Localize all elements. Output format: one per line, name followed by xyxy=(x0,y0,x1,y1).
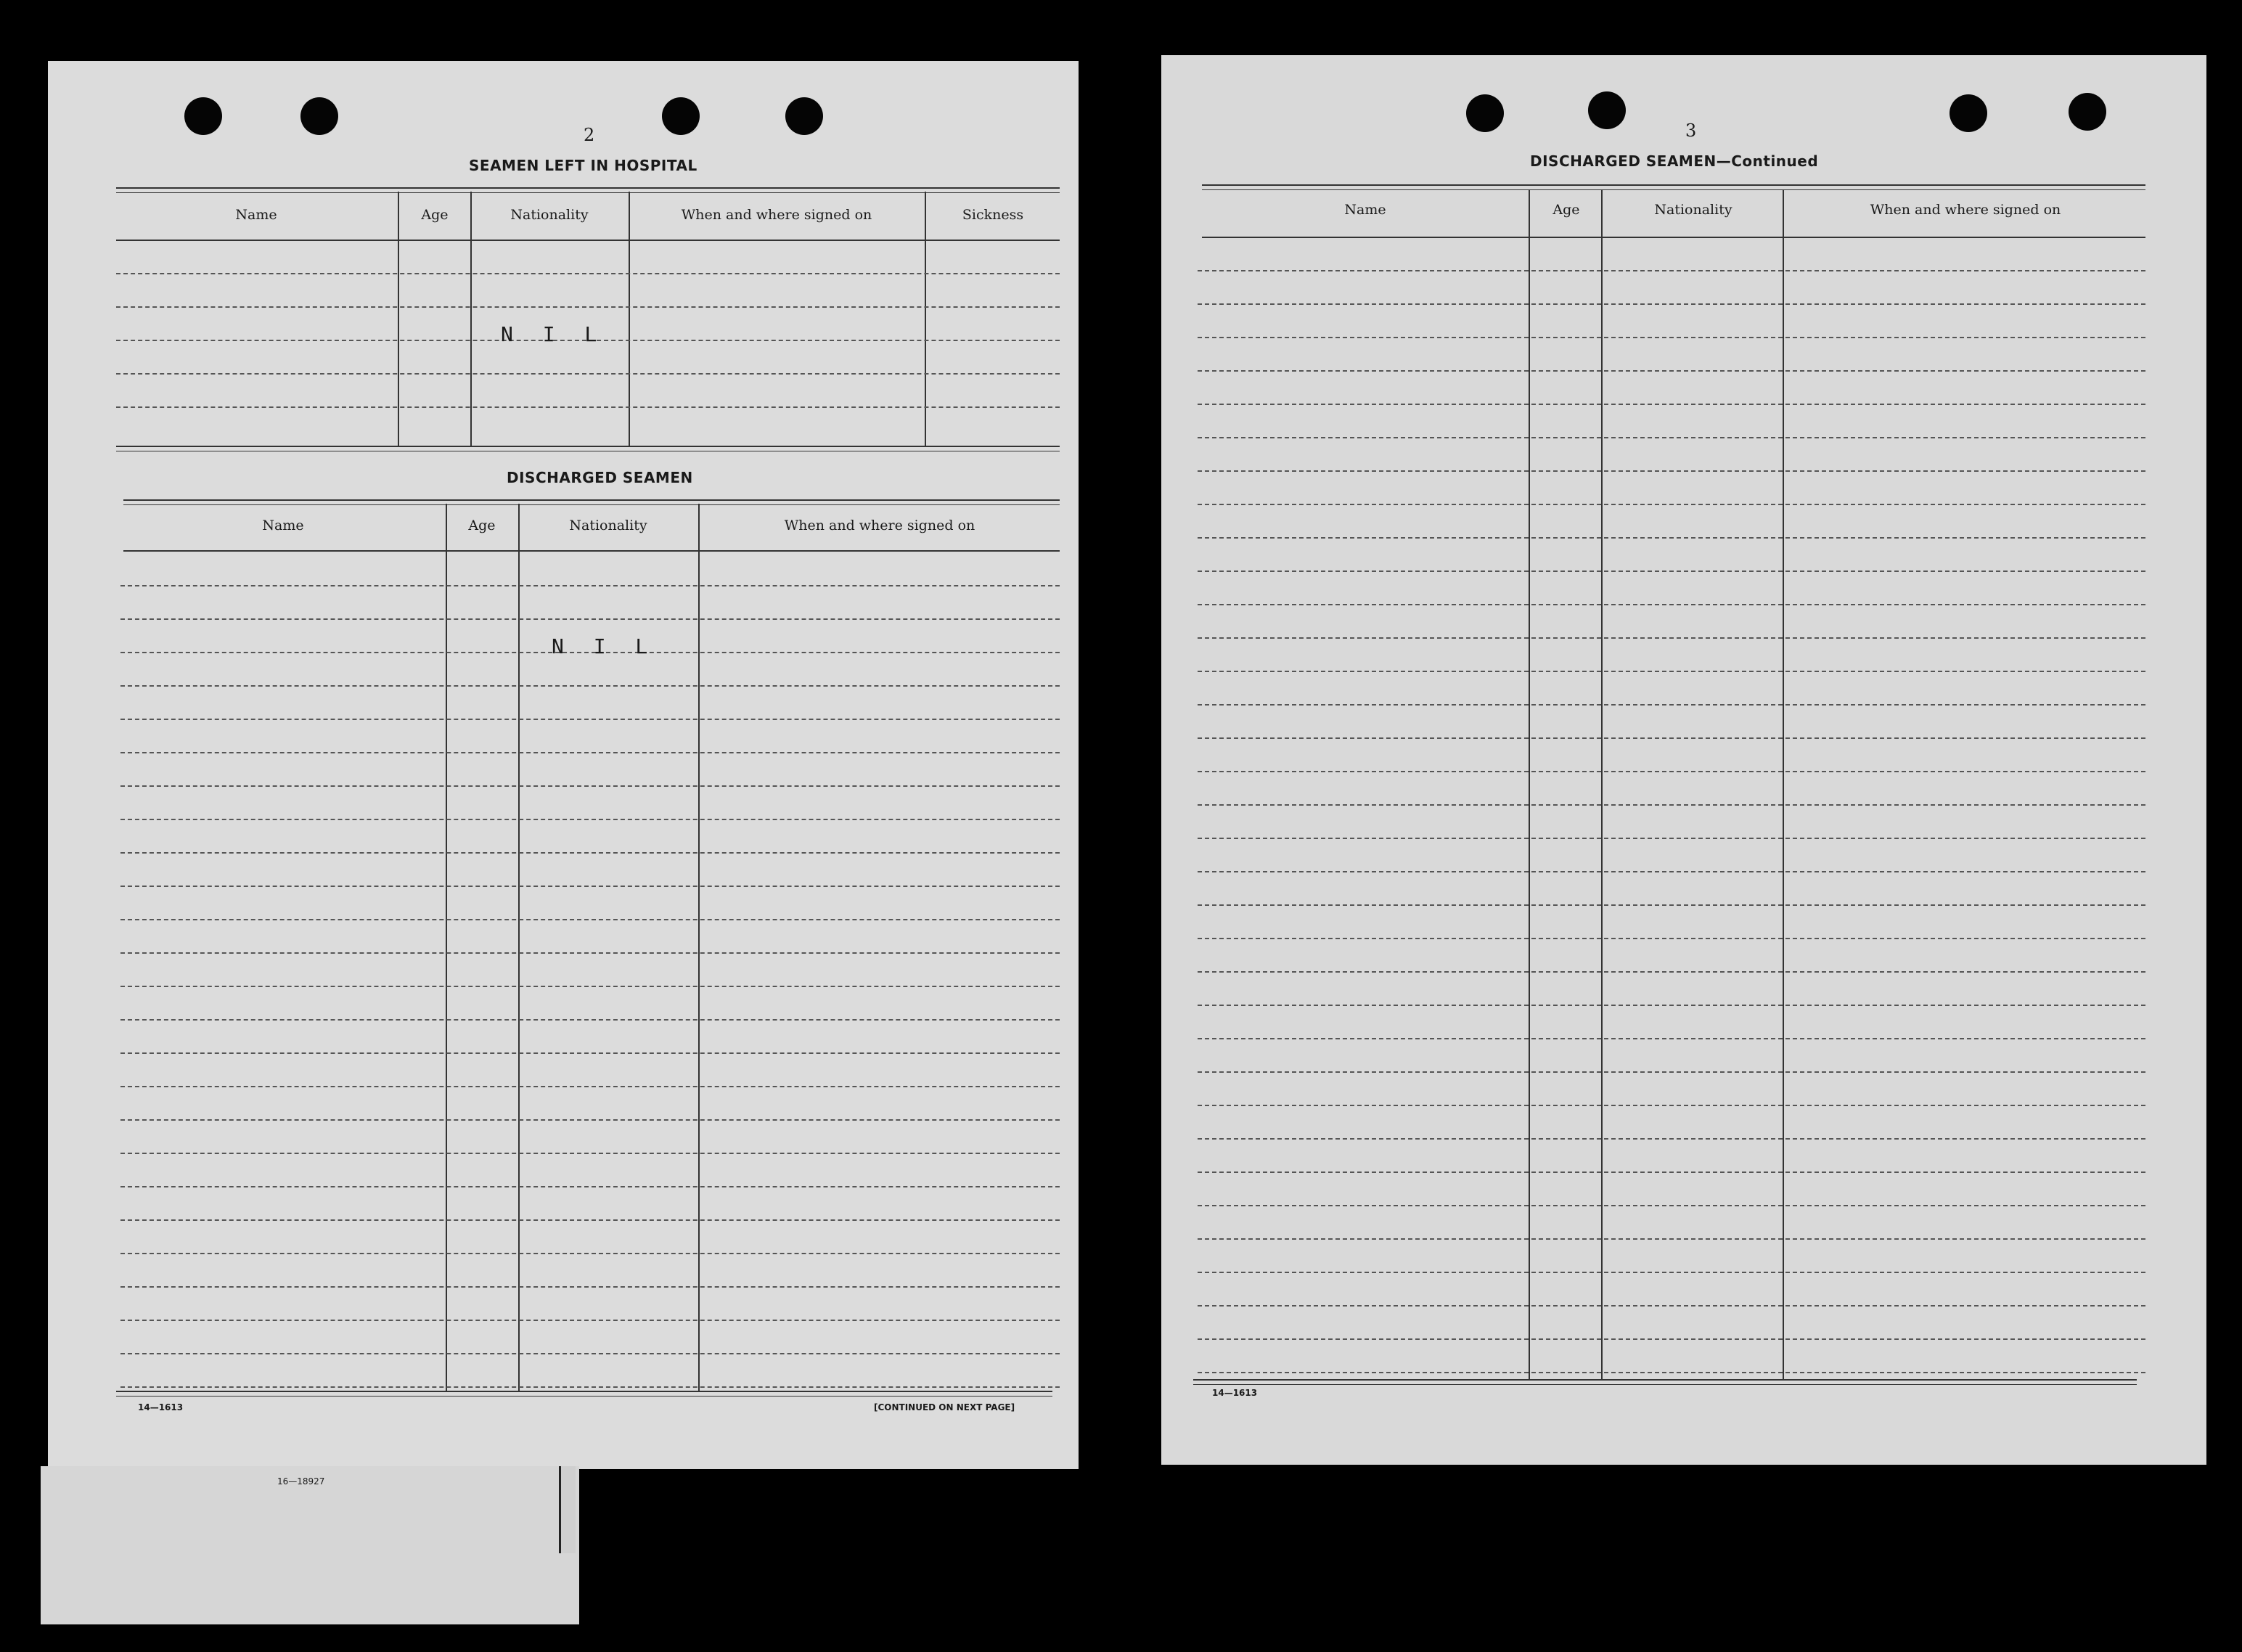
table-row xyxy=(120,1320,1060,1321)
punch-hole xyxy=(1466,94,1504,132)
table-row xyxy=(1198,704,2145,706)
form-code: 14—1613 xyxy=(138,1402,184,1412)
table-row xyxy=(120,1186,1060,1187)
table-row xyxy=(120,986,1060,987)
table-row xyxy=(1198,838,2145,839)
table-row xyxy=(1198,637,2145,639)
table-row xyxy=(1198,1138,2145,1140)
table-row xyxy=(1198,938,2145,939)
punch-hole xyxy=(662,97,700,135)
table-row xyxy=(1198,337,2145,338)
table-row xyxy=(1198,1171,2145,1173)
table-row xyxy=(120,1086,1060,1087)
table-row xyxy=(1198,771,2145,772)
col-header-signed-on: When and where signed on xyxy=(1870,202,2061,218)
col-header-name: Name xyxy=(262,518,304,533)
table-row xyxy=(1198,1038,2145,1039)
table-row xyxy=(1198,904,2145,906)
column-divider xyxy=(1529,190,1530,1381)
col-header-sickness: Sickness xyxy=(962,207,1024,223)
table-row xyxy=(1198,537,2145,539)
table-row xyxy=(120,785,1060,787)
form-code: 14—1613 xyxy=(1212,1388,1258,1398)
section-rule xyxy=(1202,184,2145,190)
table-row xyxy=(1198,1305,2145,1307)
table-row xyxy=(1198,971,2145,973)
punch-hole xyxy=(785,97,823,135)
binding-gap xyxy=(1079,61,1161,90)
table-row xyxy=(1198,270,2145,271)
col-header-nationality: Nationality xyxy=(510,207,589,223)
table-row xyxy=(1198,370,2145,372)
table-row xyxy=(120,618,1060,620)
table-row xyxy=(1198,571,2145,572)
table-row xyxy=(120,819,1060,820)
table-row xyxy=(120,1119,1060,1121)
table-row xyxy=(1198,737,2145,739)
table-row xyxy=(1198,1005,2145,1006)
section-rule xyxy=(116,1391,1052,1397)
table-row xyxy=(116,273,1060,274)
col-header-age: Age xyxy=(468,518,496,533)
table-row xyxy=(116,406,1060,408)
header-rule xyxy=(116,240,1060,241)
table-row xyxy=(1198,604,2145,605)
table-row xyxy=(120,919,1060,920)
continued-note: [CONTINUED ON NEXT PAGE] xyxy=(874,1402,1015,1412)
table-row xyxy=(1198,1205,2145,1206)
punch-hole xyxy=(1588,91,1626,129)
stub-edge xyxy=(559,1466,576,1553)
col-header-name: Name xyxy=(235,207,277,223)
header-rule xyxy=(1202,237,2145,238)
table-row xyxy=(1198,671,2145,672)
section-rule xyxy=(1193,1379,2137,1385)
table-row xyxy=(1198,303,2145,305)
table-row xyxy=(116,373,1060,375)
col-header-nationality: Nationality xyxy=(1654,202,1732,218)
table-row xyxy=(120,886,1060,887)
col-header-signed-on: When and where signed on xyxy=(681,207,872,223)
table-row xyxy=(120,952,1060,954)
col-header-nationality: Nationality xyxy=(569,518,647,533)
table-row xyxy=(120,1052,1060,1054)
section-rule xyxy=(116,187,1060,193)
col-header-age: Age xyxy=(1552,202,1580,218)
punch-hole xyxy=(2069,93,2106,131)
table-row xyxy=(120,1353,1060,1354)
table-row xyxy=(1198,1372,2145,1373)
hospital-section-title: SEAMEN LEFT IN HOSPITAL xyxy=(469,157,697,174)
table-row xyxy=(120,685,1060,687)
table-row xyxy=(120,719,1060,720)
table-row xyxy=(1198,470,2145,472)
punch-hole xyxy=(300,97,338,135)
table-row xyxy=(120,1219,1060,1221)
table-row xyxy=(120,752,1060,753)
table-row xyxy=(120,1019,1060,1021)
table-row xyxy=(120,1253,1060,1254)
discharged-nil-entry: N I L xyxy=(552,634,657,658)
table-row xyxy=(1198,804,2145,806)
table-row xyxy=(120,585,1060,586)
table-row xyxy=(120,1386,1060,1388)
stub-form-code: 16—18927 xyxy=(277,1476,325,1487)
section-rule xyxy=(123,499,1060,505)
column-divider xyxy=(1783,190,1784,1381)
punch-hole xyxy=(1950,94,1987,132)
header-rule xyxy=(123,550,1060,552)
left-page xyxy=(48,61,1079,1469)
table-row xyxy=(120,852,1060,854)
table-row xyxy=(1198,437,2145,438)
hospital-nil-entry: N I L xyxy=(501,322,606,346)
table-row xyxy=(1198,1105,2145,1106)
table-row xyxy=(1198,1272,2145,1273)
discharged-continued-title: DISCHARGED SEAMEN—Continued xyxy=(1530,152,1819,170)
col-header-name: Name xyxy=(1344,202,1386,218)
right-page xyxy=(1161,55,2206,1465)
col-header-age: Age xyxy=(421,207,449,223)
column-divider xyxy=(1601,190,1603,1381)
table-row xyxy=(1198,1071,2145,1073)
table-row xyxy=(1198,1338,2145,1340)
punch-hole xyxy=(184,97,222,135)
discharged-section-title: DISCHARGED SEAMEN xyxy=(507,469,693,486)
table-row xyxy=(1198,504,2145,505)
table-row xyxy=(1198,1238,2145,1240)
table-row xyxy=(1198,871,2145,872)
table-row xyxy=(120,1286,1060,1288)
page-number: 2 xyxy=(584,125,595,145)
table-row xyxy=(120,1153,1060,1154)
column-divider xyxy=(518,504,520,1391)
stub-page xyxy=(41,1466,579,1624)
page-number: 3 xyxy=(1685,120,1697,141)
section-rule xyxy=(116,446,1060,451)
table-row xyxy=(116,306,1060,308)
table-row xyxy=(1198,404,2145,405)
col-header-signed-on: When and where signed on xyxy=(784,518,975,533)
column-divider xyxy=(698,504,700,1391)
column-divider xyxy=(446,504,447,1391)
